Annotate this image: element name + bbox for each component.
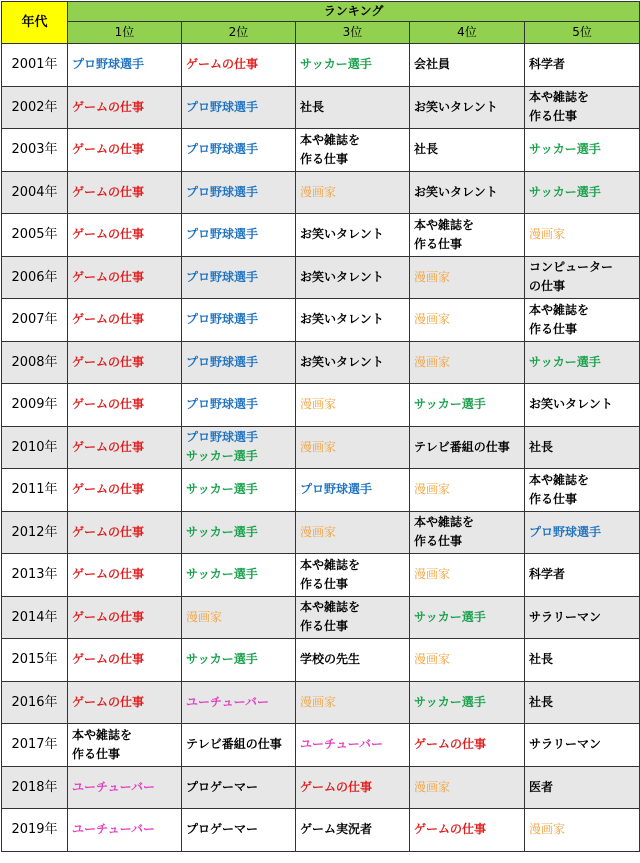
occupation-text: 社長 <box>529 652 554 667</box>
rank-1-cell <box>68 766 182 809</box>
rank-4-cell <box>410 256 525 299</box>
rank-2-cell <box>182 384 296 427</box>
table-row <box>2 639 640 682</box>
occupation-text: ゲームの仕事 <box>72 524 145 539</box>
occupation-text: ゲームの仕事 <box>72 609 145 624</box>
occupation-text: ゲーム実況者 <box>300 822 373 837</box>
occupation-text: 漫画家 <box>186 609 223 624</box>
occupation-text: サッカー選手 <box>186 482 258 497</box>
rank-4-cell <box>410 171 525 214</box>
occupation-text: お笑いタレント <box>300 312 384 327</box>
rank-3-cell <box>296 44 410 87</box>
occupation-text: 社長 <box>529 439 554 454</box>
rank-4-cell <box>410 639 525 682</box>
year-cell: 2004年 <box>2 171 68 214</box>
occupation-text: サッカー選手 <box>186 652 258 667</box>
rank-3-cell <box>296 86 410 129</box>
year-cell: 2008年 <box>2 341 68 384</box>
rank-2-cell <box>182 681 296 724</box>
year-cell: 2012年 <box>2 511 68 554</box>
rank-5-cell <box>525 341 640 384</box>
occupation-text: ユーチューバー <box>186 694 270 709</box>
year-cell: 2017年 <box>2 724 68 767</box>
occupation-text: ゲームの仕事 <box>72 354 145 369</box>
occupation-text: 本や雑誌を <box>529 472 590 487</box>
rank-5-cell <box>525 214 640 257</box>
rank-2-cell <box>182 809 296 852</box>
occupation-text: お笑いタレント <box>529 397 613 412</box>
rank-5-cell <box>525 469 640 512</box>
rank-4-cell <box>410 44 525 87</box>
rank-2-cell <box>182 86 296 129</box>
rank-5-cell <box>525 384 640 427</box>
table-row <box>2 384 640 427</box>
rank-header-4: 4位 <box>410 22 525 44</box>
rank-2-cell <box>182 214 296 257</box>
occupation-text: 漫画家 <box>300 184 337 199</box>
rank-1-cell <box>68 171 182 214</box>
rank-4-cell <box>410 809 525 852</box>
occupation-text: ユーチューバー <box>72 822 156 837</box>
occupation-text: ゲームの仕事 <box>414 822 487 837</box>
occupation-text: プロ野球選手 <box>186 142 259 157</box>
occupation-text: プロ野球選手 <box>72 57 145 72</box>
table-row <box>2 341 640 384</box>
occupation-text: サッカー選手 <box>414 397 486 412</box>
occupation-text: プロ野球選手 <box>186 397 259 412</box>
rank-1-cell <box>68 681 182 724</box>
rank-1-cell <box>68 299 182 342</box>
occupation-text: 本や雑誌を <box>414 515 475 530</box>
year-cell: 2009年 <box>2 384 68 427</box>
rank-5-cell <box>525 639 640 682</box>
rank-4-cell <box>410 384 525 427</box>
occupation-text: 漫画家 <box>414 354 451 369</box>
rank-4-cell <box>410 554 525 597</box>
rank-1-cell <box>68 511 182 554</box>
occupation-text: ゲームの仕事 <box>72 269 145 284</box>
occupation-text: ゲームの仕事 <box>72 312 145 327</box>
rank-2-cell <box>182 426 296 469</box>
occupation-text: 漫画家 <box>529 822 566 837</box>
occupation-text: ユーチューバー <box>300 737 384 752</box>
rank-4-cell <box>410 214 525 257</box>
occupation-text: お笑いタレント <box>414 99 498 114</box>
year-cell: 2018年 <box>2 766 68 809</box>
occupation-text: ゲームの仕事 <box>72 99 145 114</box>
rank-1-cell <box>68 341 182 384</box>
occupation-text: 本や雑誌を <box>529 302 590 317</box>
year-cell: 2013年 <box>2 554 68 597</box>
occupation-text: 学校の先生 <box>300 652 361 667</box>
ranking-header: ランキング <box>68 2 640 22</box>
rank-5-cell <box>525 299 640 342</box>
rank-2-cell <box>182 469 296 512</box>
occupation-text: 本や雑誌を <box>414 217 475 232</box>
rank-2-cell <box>182 299 296 342</box>
occupation-text: プロ野球選手 <box>186 354 259 369</box>
rank-5-cell <box>525 171 640 214</box>
occupation-text: 作る仕事 <box>529 491 578 506</box>
rank-1-cell <box>68 426 182 469</box>
rank-header-5: 5位 <box>525 22 640 44</box>
rank-3-cell <box>296 171 410 214</box>
rank-4-cell <box>410 511 525 554</box>
rank-5-cell <box>525 44 640 87</box>
occupation-text: お笑いタレント <box>414 184 498 199</box>
occupation-text: サラリーマン <box>529 609 602 624</box>
rank-3-cell <box>296 129 410 172</box>
rank-5-cell <box>525 86 640 129</box>
rank-2-cell <box>182 766 296 809</box>
occupation-text: サッカー選手 <box>529 142 601 157</box>
occupation-text: ゲームの仕事 <box>72 694 145 709</box>
occupation-text: 作る仕事 <box>300 151 349 166</box>
year-cell: 2001年 <box>2 44 68 87</box>
rank-5-cell <box>525 596 640 639</box>
table-row <box>2 129 640 172</box>
occupation-text: ゲームの仕事 <box>300 779 373 794</box>
rank-2-cell <box>182 129 296 172</box>
table-row <box>2 44 640 87</box>
occupation-text: サッカー選手 <box>186 449 258 464</box>
rank-5-cell <box>525 554 640 597</box>
rank-3-cell <box>296 766 410 809</box>
occupation-text: プロ野球選手 <box>186 269 259 284</box>
occupation-text: 作る仕事 <box>414 236 463 251</box>
year-cell: 2016年 <box>2 681 68 724</box>
occupation-text: コンピューター <box>529 260 614 275</box>
rank-4-cell <box>410 341 525 384</box>
occupation-text: プロ野球選手 <box>300 482 373 497</box>
occupation-text: 漫画家 <box>414 652 451 667</box>
rank-2-cell <box>182 44 296 87</box>
occupation-text: 会社員 <box>414 57 451 72</box>
occupation-text: サラリーマン <box>529 737 602 752</box>
table-row <box>2 214 640 257</box>
occupation-text: 社長 <box>529 694 554 709</box>
occupation-text: 社長 <box>414 142 439 157</box>
occupation-text: サッカー選手 <box>186 567 258 582</box>
rank-1-cell <box>68 129 182 172</box>
rank-header-3: 3位 <box>296 22 410 44</box>
year-cell: 2006年 <box>2 256 68 299</box>
occupation-text: 本や雑誌を <box>300 600 361 615</box>
occupation-text: プロ野球選手 <box>186 99 259 114</box>
rank-3-cell <box>296 214 410 257</box>
occupation-text: 本や雑誌を <box>529 90 590 105</box>
rank-4-cell <box>410 426 525 469</box>
year-cell: 2011年 <box>2 469 68 512</box>
occupation-text: ゲームの仕事 <box>414 737 487 752</box>
occupation-text: ゲームの仕事 <box>72 142 145 157</box>
occupation-text: お笑いタレント <box>300 354 384 369</box>
occupation-text: お笑いタレント <box>300 227 384 242</box>
rank-3-cell <box>296 724 410 767</box>
rank-1-cell <box>68 44 182 87</box>
table-row <box>2 554 640 597</box>
ranking-table <box>1 1 640 852</box>
rank-2-cell <box>182 724 296 767</box>
table-row <box>2 299 640 342</box>
occupation-text: サッカー選手 <box>529 354 601 369</box>
occupation-text: ゲームの仕事 <box>72 567 145 582</box>
table-row <box>2 426 640 469</box>
occupation-text: 作る仕事 <box>300 576 349 591</box>
rank-3-cell <box>296 681 410 724</box>
rank-4-cell <box>410 596 525 639</box>
occupation-text: サッカー選手 <box>186 524 258 539</box>
table-row <box>2 809 640 852</box>
rank-1-cell <box>68 596 182 639</box>
rank-2-cell <box>182 341 296 384</box>
rank-1-cell <box>68 256 182 299</box>
year-cell: 2003年 <box>2 129 68 172</box>
occupation-text: 本や雑誌を <box>300 132 361 147</box>
table-row <box>2 511 640 554</box>
occupation-text: 科学者 <box>529 57 566 72</box>
occupation-text: 漫画家 <box>300 439 337 454</box>
rank-4-cell <box>410 129 525 172</box>
occupation-text: テレビ番組の仕事 <box>186 737 282 752</box>
rank-1-cell <box>68 639 182 682</box>
occupation-text: 漫画家 <box>300 397 337 412</box>
rank-5-cell <box>525 766 640 809</box>
occupation-text: ゲームの仕事 <box>72 227 145 242</box>
rank-3-cell <box>296 426 410 469</box>
rank-2-cell <box>182 596 296 639</box>
occupation-text: 本や雑誌を <box>72 727 133 742</box>
occupation-text: 作る仕事 <box>72 746 121 761</box>
rank-header-1: 1位 <box>68 22 182 44</box>
occupation-text: 漫画家 <box>414 312 451 327</box>
year-cell: 2014年 <box>2 596 68 639</box>
table-row <box>2 681 640 724</box>
rank-3-cell <box>296 554 410 597</box>
occupation-text: 漫画家 <box>414 269 451 284</box>
occupation-text: ゲームの仕事 <box>72 482 145 497</box>
rank-3-cell <box>296 341 410 384</box>
rank-header-2: 2位 <box>182 22 296 44</box>
occupation-text: 作る仕事 <box>529 109 578 124</box>
table-row <box>2 724 640 767</box>
rank-5-cell <box>525 426 640 469</box>
occupation-text: 医者 <box>529 779 554 794</box>
rank-2-cell <box>182 639 296 682</box>
occupation-text: 漫画家 <box>300 694 337 709</box>
table-body <box>2 44 640 852</box>
occupation-text: プロ野球選手 <box>186 312 259 327</box>
occupation-text: サッカー選手 <box>529 184 601 199</box>
rank-5-cell <box>525 681 640 724</box>
rank-3-cell <box>296 809 410 852</box>
rank-3-cell <box>296 469 410 512</box>
year-cell: 2002年 <box>2 86 68 129</box>
occupation-text: プロゲーマー <box>186 779 259 794</box>
table-row <box>2 256 640 299</box>
occupation-text: サッカー選手 <box>414 609 486 624</box>
occupation-text: プロ野球選手 <box>186 184 259 199</box>
occupation-text: テレビ番組の仕事 <box>414 439 510 454</box>
rank-3-cell <box>296 256 410 299</box>
occupation-text: 社長 <box>300 99 325 114</box>
rank-4-cell <box>410 724 525 767</box>
rank-5-cell <box>525 129 640 172</box>
occupation-text: プロゲーマー <box>186 822 259 837</box>
rank-4-cell <box>410 299 525 342</box>
occupation-text: ユーチューバー <box>72 779 156 794</box>
occupation-text: 漫画家 <box>414 779 451 794</box>
occupation-text: ゲームの仕事 <box>72 397 145 412</box>
rank-3-cell <box>296 511 410 554</box>
occupation-text: 作る仕事 <box>529 321 578 336</box>
occupation-text: お笑いタレント <box>300 269 384 284</box>
rank-3-cell <box>296 639 410 682</box>
rank-4-cell <box>410 86 525 129</box>
rank-2-cell <box>182 171 296 214</box>
rank-3-cell <box>296 384 410 427</box>
rank-1-cell <box>68 554 182 597</box>
year-cell: 2015年 <box>2 639 68 682</box>
rank-2-cell <box>182 511 296 554</box>
occupation-text: 漫画家 <box>529 227 566 242</box>
rank-2-cell <box>182 554 296 597</box>
occupation-text: 漫画家 <box>300 524 337 539</box>
rank-4-cell <box>410 681 525 724</box>
occupation-text: 作る仕事 <box>414 534 463 549</box>
occupation-text: サッカー選手 <box>414 694 486 709</box>
occupation-text: ゲームの仕事 <box>72 184 145 199</box>
rank-5-cell <box>525 724 640 767</box>
table-row <box>2 469 640 512</box>
rank-5-cell <box>525 809 640 852</box>
rank-3-cell <box>296 299 410 342</box>
rank-5-cell <box>525 511 640 554</box>
rank-1-cell <box>68 214 182 257</box>
rank-1-cell <box>68 86 182 129</box>
rank-1-cell <box>68 724 182 767</box>
table-row <box>2 171 640 214</box>
occupation-text: 作る仕事 <box>300 619 349 634</box>
rank-1-cell <box>68 384 182 427</box>
occupation-text: 漫画家 <box>414 482 451 497</box>
table-row <box>2 596 640 639</box>
occupation-text: の仕事 <box>529 279 566 294</box>
occupation-text: ゲームの仕事 <box>72 439 145 454</box>
occupation-text: サッカー選手 <box>300 57 372 72</box>
rank-2-cell <box>182 256 296 299</box>
occupation-text: ゲームの仕事 <box>72 652 145 667</box>
table-row <box>2 86 640 129</box>
year-cell: 2007年 <box>2 299 68 342</box>
rank-4-cell <box>410 766 525 809</box>
occupation-text: 漫画家 <box>414 567 451 582</box>
occupation-text: ゲームの仕事 <box>186 57 259 72</box>
rank-5-cell <box>525 256 640 299</box>
year-cell: 2005年 <box>2 214 68 257</box>
rank-3-cell <box>296 596 410 639</box>
occupation-text: プロ野球選手 <box>529 524 602 539</box>
rank-1-cell <box>68 469 182 512</box>
occupation-text: 科学者 <box>529 567 566 582</box>
occupation-text: プロ野球選手 <box>186 430 259 445</box>
rank-1-cell <box>68 809 182 852</box>
year-cell: 2010年 <box>2 426 68 469</box>
decade-header: 年代 <box>2 2 68 44</box>
occupation-text: 本や雑誌を <box>300 557 361 572</box>
table-row <box>2 766 640 809</box>
occupation-text: プロ野球選手 <box>186 227 259 242</box>
rank-4-cell <box>410 469 525 512</box>
year-cell: 2019年 <box>2 809 68 852</box>
